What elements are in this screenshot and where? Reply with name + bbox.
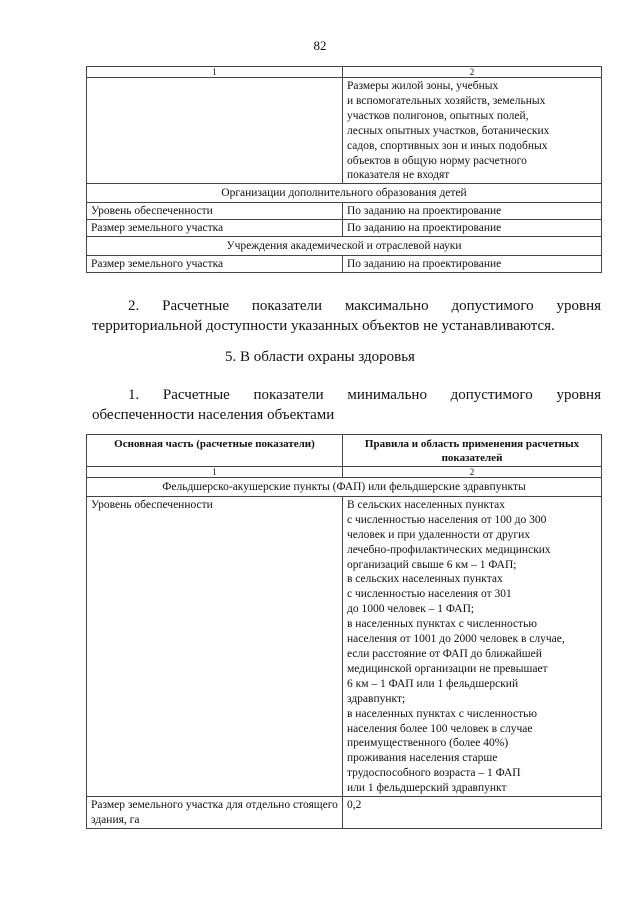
table-row <box>87 255 602 272</box>
table-cell: По заданию на проектирование <box>343 203 602 220</box>
paragraph-accessibility: 2. Расчетные показатели максимально допустимого уровня территориальной доступности указанных объектов не устанавливаются. <box>92 298 601 334</box>
table-row <box>87 797 602 829</box>
paragraph-supply-level: 1. Расчетные показатели минимально допустимого уровня обеспеченности населения объектами <box>92 387 601 423</box>
table-cell: По заданию на проектирование <box>343 255 602 272</box>
table-cell: Размер земельного участка <box>87 220 343 237</box>
table-row <box>87 78 602 184</box>
table-cell: 0,2 <box>343 797 602 829</box>
section-heading: 5. В области охраны здоровья <box>225 349 415 365</box>
table-cell: Уровень обеспеченности <box>87 496 343 796</box>
section-row-additional-education: Организации дополнительного образования детей <box>87 184 602 203</box>
table-row <box>87 478 602 497</box>
table-header-row <box>87 435 602 467</box>
table-cell: Размер земельного участка <box>87 255 343 272</box>
table-row <box>87 237 602 256</box>
table-cell: В сельских населенных пунктах с численностью населения от 100 до 300 человек и при удаленности от других лечебно-профилактических медицинских организаций свыше 6 км – 1 ФАП; в сельских населенных пунктах с численностью населения от 301 до 1000 человек – 1 ФАП; в населенных пунктах с численностью населения от 1001 до 2000 человек в случае, если расстояние от ФАП до ближайшей медицинской организации не превышает 6 км – 1 ФАП или 1 фельдшерский здравпункт; в населенных пунктах с численностью населения более 100 человек в случае преимущественного (более 40%) проживания населения старше трудоспособного возраста – 1 ФАП или 1 фельдшерский здравпункт <box>343 496 602 796</box>
table-cell-empty <box>87 78 343 184</box>
column-header: Правила и область применения расчетных показателей <box>343 435 602 467</box>
table-cell: По заданию на проектирование <box>343 220 602 237</box>
table-cell: Размеры жилой зоны, учебных и вспомогательных хозяйств, земельных участков полигонов, опытных полей, лесных опытных участков, ботанических садов, спортивных зон и иных подобных объектов в общую норму расчетного показателя не входят <box>343 78 602 184</box>
table-row <box>87 220 602 237</box>
table-continued <box>86 66 602 273</box>
table-row <box>87 467 602 478</box>
column-number: 2 <box>343 467 602 478</box>
table-cell: Уровень обеспеченности <box>87 203 343 220</box>
table-row <box>87 184 602 203</box>
table-healthcare <box>86 434 602 829</box>
column-header: Основная часть (расчетные показатели) <box>87 435 343 467</box>
column-number: 2 <box>343 67 602 78</box>
column-number: 1 <box>87 67 343 78</box>
section-row-science: Учреждения академической и отраслевой науки <box>87 237 602 256</box>
table-cell: Размер земельного участка для отдельно стоящего здания, га <box>87 797 343 829</box>
table-row <box>87 496 602 796</box>
table-row <box>87 67 602 78</box>
column-number: 1 <box>87 467 343 478</box>
table-row <box>87 203 602 220</box>
page-number: 82 <box>313 38 327 53</box>
section-row-fap: Фельдшерско-акушерские пункты (ФАП) или фельдшерские здравпункты <box>87 478 602 497</box>
